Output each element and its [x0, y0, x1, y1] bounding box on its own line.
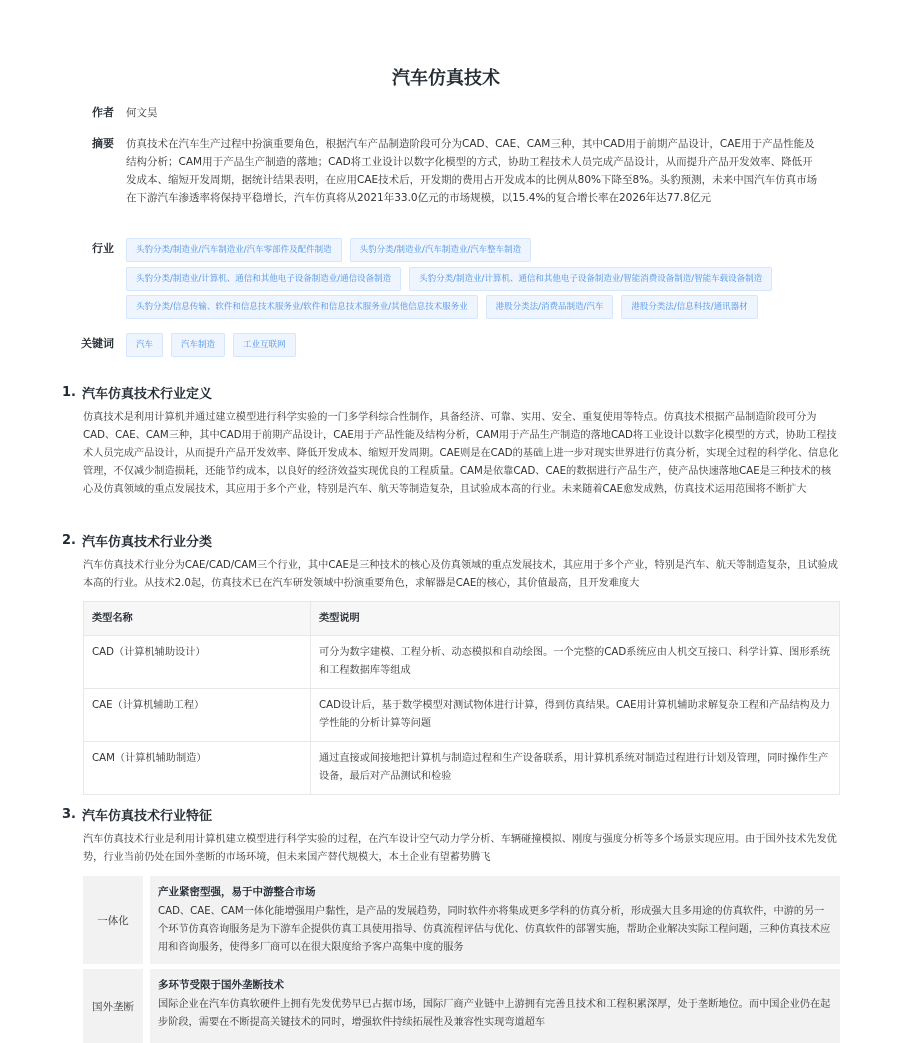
table-cell-type: CAE（计算机辅助工程） [84, 689, 311, 741]
section-title: 汽车仿真技术行业分类 [82, 534, 213, 550]
industry-tag[interactable]: 头豹分类/制造业/计算机、通信和其他电子设备制造业/通信设备制造 [126, 267, 401, 291]
industry-tag[interactable]: 港股分类法/信息科技/通讯器材 [621, 295, 757, 319]
table-header-cell: 类型说明 [319, 613, 360, 624]
abstract-label: 摘要 [92, 137, 114, 150]
table-header-row [84, 602, 839, 635]
industry-tag[interactable]: 港股分类法/消费品制造/汽车 [486, 295, 614, 319]
classification-table [83, 601, 840, 795]
abstract-text: 仿真技术在汽车生产过程中扮演重要角色，根据汽车产品制造阶段可分为CAD、CAE、CAM三种，其中CAD用于前期产品设计，CAE用于产品性能及结构分析；CAM用于产品生产制造的落地；CAD将工业设计以数字化模型的方式，协助工程技术人员完成产品设计，从而提升产品开发效率、降低开发成本、缩短开发周期，据统计结果表明，在应用CAE技术后，开发期的费用占开发成本的比例从80%下降至8%。头豹预测，未来中国汽车仿真市场在下游汽车渗透率将保持平稳增长，汽车仿真将从2021年33.0亿元的市场规模，以15.4%的复合增长率在2026年达77.8亿元 [126, 138, 818, 204]
section-heading [62, 383, 212, 401]
feature-block [83, 969, 840, 1043]
table-row [84, 635, 839, 688]
table-row [84, 741, 839, 794]
section-body: 汽车仿真技术行业分为CAE/CAD/CAM三个行业，其中CAE是三种技术的核心及仿真领域的重点发展技术，其应用于多个产业，特别是汽车、航天等制造复杂，且试验成本高的行业。从技术2.0起，仿真技术已在汽车研发领域中扮演重要角色，求解器是CAE的核心，其价值最高，且开发难度大 [83, 560, 838, 589]
table-cell-desc: 通过直接或间接地把计算机与制造过程和生产设备联系，用计算机系统对制造过程进行计划及管理，同时操作生产设备，最后对产品测试和检验 [319, 753, 829, 782]
feature-block [83, 876, 840, 964]
section-heading [62, 531, 212, 549]
keyword-tag[interactable]: 汽车 [126, 333, 163, 357]
section-title: 汽车仿真技术行业定义 [82, 386, 213, 402]
feature-title: 产业紧密型强，易于中游整合市场 [158, 886, 316, 898]
industry-tag[interactable]: 头豹分类/制造业/计算机、通信和其他电子设备制造业/智能消费设备制造/智能车载设备制造 [409, 267, 772, 291]
table-header-cell: 类型名称 [84, 602, 311, 635]
keyword-tag[interactable]: 工业互联网 [233, 333, 296, 357]
section-body: 汽车仿真技术行业是利用计算机建立模型进行科学实验的过程，在汽车设计空气动力学分析、车辆碰撞模拟、刚度与强度分析等多个场景实现应用。由于国外技术先发优势，行业当前仍处在国外垄断的市场环境，但未来国产替代规模大，本土企业有望蓄势腾飞 [83, 834, 837, 863]
industry-label: 行业 [92, 242, 114, 255]
section-heading [62, 805, 212, 823]
page-title: 汽车仿真技术 [392, 68, 500, 89]
author-name: 何文昊 [126, 107, 158, 119]
feature-title: 多环节受限于国外垄断技术 [158, 979, 284, 991]
feature-label: 国外垄断 [83, 969, 143, 1043]
keywords-label: 关键词 [81, 337, 114, 350]
section-number: 1. [62, 384, 76, 400]
section-title: 汽车仿真技术行业特征 [82, 808, 213, 824]
author-label: 作者 [92, 106, 114, 119]
section-body: 仿真技术是利用计算机并通过建立模型进行科学实验的一门多学科综合性制作，具备经济、可靠、实用、安全、重复使用等特点。仿真技术根据产品制造阶段可分为CAD、CAE、CAM三种，其中CAD用于前期产品设计，CAE用于产品性能及结构分析，CAM用于产品生产制造的落地CAD将工业设计以数字化模型的方式，协助工程技术人员完成产品设计，从而提升产品开发效率、降低开发成本、缩短开发周期。CAE则是在CAD的基础上进一步对现实世界进行仿真分析，实现全过程的科学化、信息化管理，不仅减少制造损耗，还能节约成本，以良好的经济效益实现优良的工程质量。CAM是依靠CAD、CAE的数据进行产品生产，使产品快速落地CAE是三种技术的核心及仿真领域的重点发展技术，其应用于多个产业，特别是汽车、航天等制造复杂，且试验成本高的行业。未来随着CAE愈发成熟，仿真技术运用范围将不断扩大 [83, 412, 839, 495]
table-row [84, 688, 839, 741]
feature-body [150, 876, 840, 964]
keyword-tag-row [126, 333, 296, 357]
industry-tag-row [126, 238, 531, 262]
feature-label: 一体化 [83, 876, 143, 964]
table-cell-type: CAD（计算机辅助设计） [84, 636, 311, 688]
industry-tag[interactable]: 头豹分类/信息传输、软件和信息技术服务业/软件和信息技术服务业/其他信息技术服务业 [126, 295, 478, 319]
industry-tag[interactable]: 头豹分类/制造业/汽车制造业/汽车整车制造 [350, 238, 532, 262]
industry-tag[interactable]: 头豹分类/制造业/汽车制造业/汽车零部件及配件制造 [126, 238, 342, 262]
table-cell-desc: 可分为数字建模、工程分析、动态模拟和自动绘图。一个完整的CAD系统应由人机交互接口、科学计算、图形系统和工程数据库等组成 [319, 647, 830, 676]
keyword-tag[interactable]: 汽车制造 [171, 333, 225, 357]
section-number: 3. [62, 806, 76, 822]
feature-text: 国际企业在汽车仿真软硬件上拥有先发优势早已占据市场，国际厂商产业链中上游拥有完善且技术和工程积累深厚，处于垄断地位。而中国企业仍在起步阶段，需要在不断提高关键技术的同时，增强软件持续拓展性及兼容性实现弯道超车 [158, 999, 831, 1028]
industry-tag-row [126, 295, 758, 319]
table-cell-type: CAM（计算机辅助制造） [84, 742, 311, 794]
section-number: 2. [62, 532, 76, 548]
table-cell-desc: CAD设计后，基于数学模型对测试物体进行计算，得到仿真结果。CAE用计算机辅助求解复杂工程和产品结构及力学性能的分析计算等问题 [319, 700, 831, 729]
feature-text: CAD、CAE、CAM一体化能增强用户黏性，是产品的发展趋势，同时软件亦将集成更多学科的仿真分析，形成强大且多用途的仿真软件，中游的另一个环节仿真咨询服务是为下游车企提供仿真工具使用指导、仿真流程评估与优化、仿真软件的部署实施，帮助企业解决实际工程问题，三种仿真技术应用和咨询服务，使得多厂商可以在很大限度给予客户高集中度的服务 [158, 906, 831, 953]
feature-body [150, 969, 840, 1043]
industry-tag-row [126, 267, 772, 291]
